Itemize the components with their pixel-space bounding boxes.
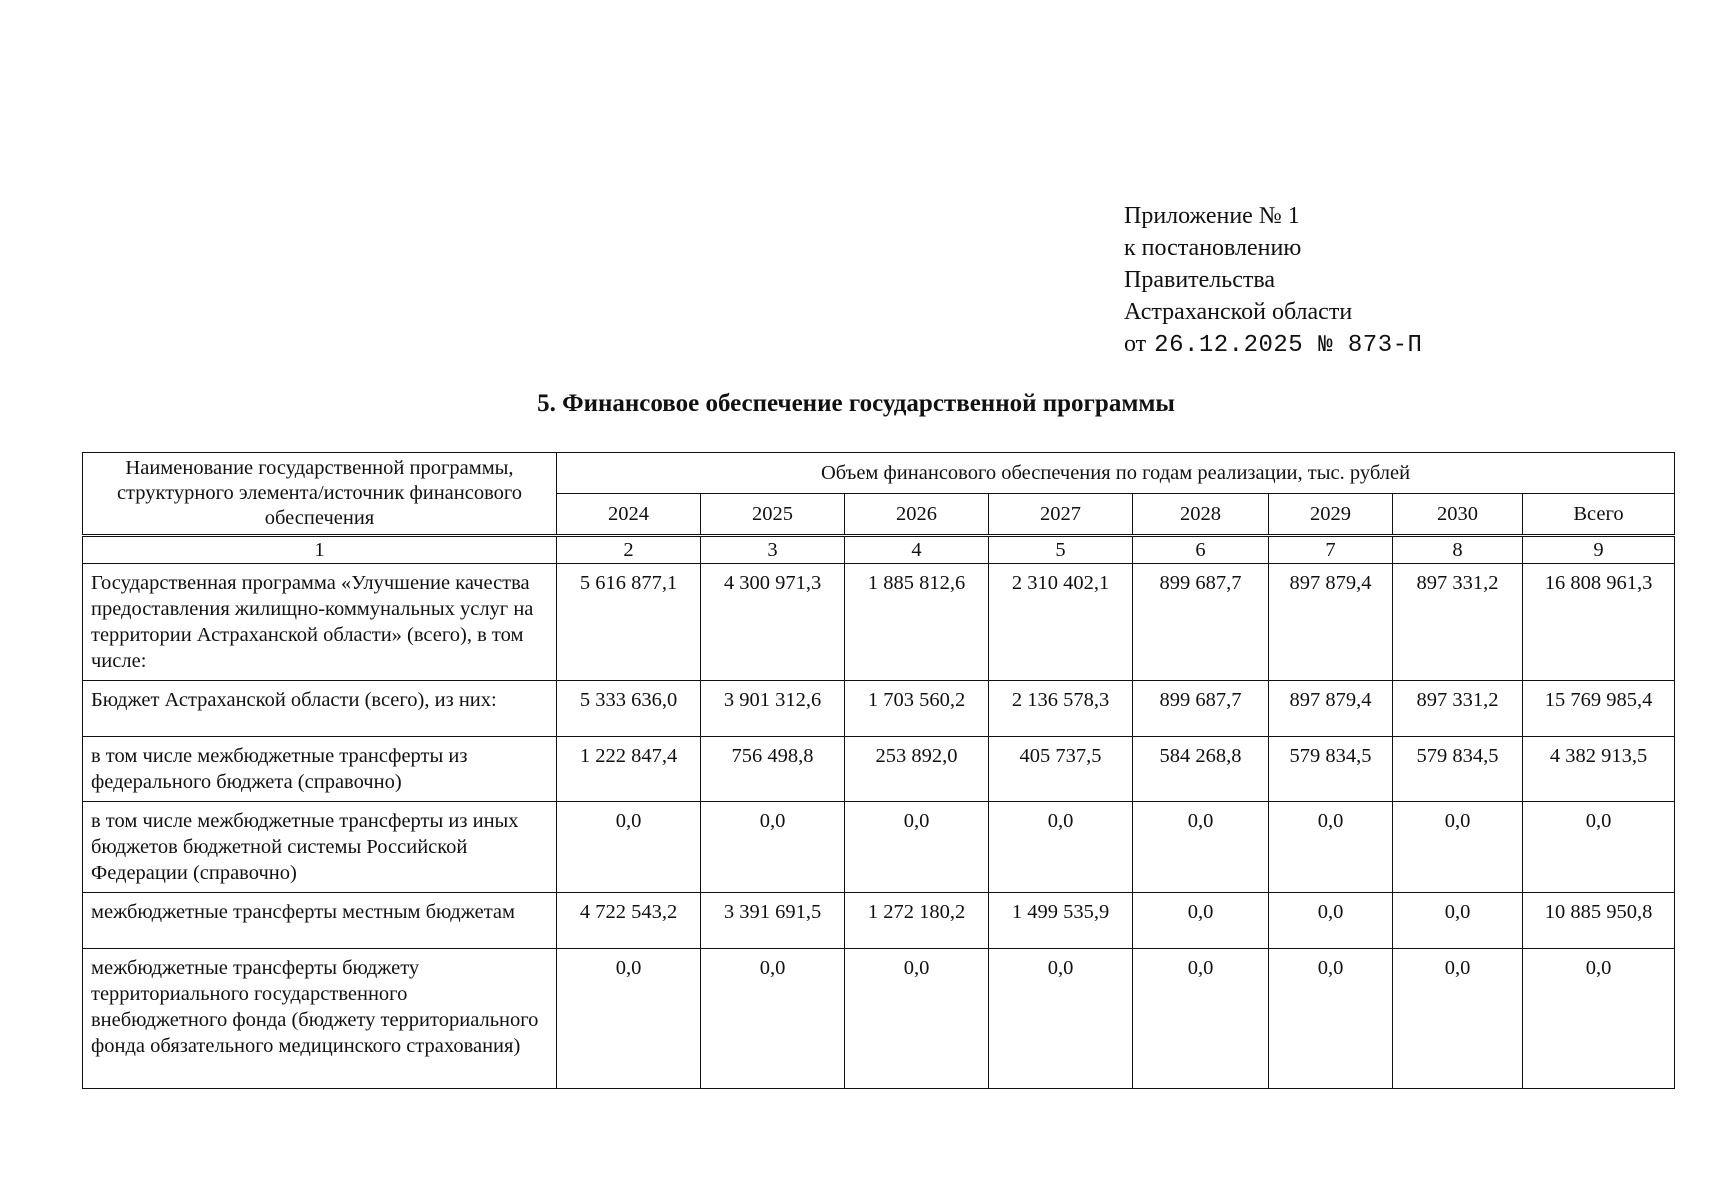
annex-line-2: к постановлению	[1124, 235, 1302, 261]
row-value: 1 499 535,9	[989, 893, 1133, 949]
header-group-cell: Объем финансового обеспечения по годам реализации, тыс. рублей	[557, 453, 1675, 494]
row-name: межбюджетные трансферты местным бюджетам	[83, 893, 557, 949]
column-number: 9	[1523, 536, 1675, 564]
column-number: 2	[557, 536, 701, 564]
annex-block	[1124, 200, 1422, 362]
header-year: 2028	[1133, 493, 1269, 535]
header-year: 2030	[1393, 493, 1523, 535]
table-row-regional-budget	[83, 681, 1675, 737]
row-value: 0,0	[989, 802, 1133, 893]
row-value: 0,0	[701, 949, 845, 1089]
row-value: 2 136 578,3	[989, 681, 1133, 737]
annex-line-1: Приложение № 1	[1124, 203, 1300, 229]
row-value: 899 687,7	[1133, 564, 1269, 681]
row-value: 4 300 971,3	[701, 564, 845, 681]
row-value: 0,0	[989, 949, 1133, 1089]
row-value: 0,0	[701, 802, 845, 893]
row-value: 0,0	[1523, 802, 1675, 893]
row-value: 0,0	[1269, 893, 1393, 949]
row-value: 10 885 950,8	[1523, 893, 1675, 949]
row-value: 584 268,8	[1133, 737, 1269, 802]
table-row-other-budgets-transfers	[83, 802, 1675, 893]
row-name: межбюджетные трансферты бюджету территориального государственного внебюджетного фонда (бюджету территориального фонда обязательного медицинского страхования)	[83, 949, 557, 1089]
header-year: 2026	[845, 493, 989, 535]
row-value: 16 808 961,3	[1523, 564, 1675, 681]
annex-line-4: Астраханской области	[1124, 299, 1353, 325]
header-year: 2024	[557, 493, 701, 535]
row-value: 756 498,8	[701, 737, 845, 802]
annex-line-5	[1124, 328, 1422, 362]
row-value: 1 885 812,6	[845, 564, 989, 681]
row-name: Бюджет Астраханской области (всего), из них:	[83, 681, 557, 737]
row-name: Государственная программа «Улучшение качества предоставления жилищно-коммунальных услуг на территории Астраханской области» (всего), в том числе:	[83, 564, 557, 681]
header-total: Всего	[1523, 493, 1675, 535]
column-number: 1	[83, 536, 557, 564]
header-year: 2025	[701, 493, 845, 535]
row-value: 0,0	[845, 949, 989, 1089]
header-row-group	[83, 453, 1675, 494]
column-number: 8	[1393, 536, 1523, 564]
row-value: 5 333 636,0	[557, 681, 701, 737]
column-number: 4	[845, 536, 989, 564]
row-value: 897 331,2	[1393, 564, 1523, 681]
row-value: 579 834,5	[1393, 737, 1523, 802]
table-row-extrabudgetary-fund-transfers	[83, 949, 1675, 1089]
row-value: 1 703 560,2	[845, 681, 989, 737]
row-value: 0,0	[1393, 949, 1523, 1089]
header-year: 2027	[989, 493, 1133, 535]
table-row-program-total	[83, 564, 1675, 681]
row-value: 0,0	[1523, 949, 1675, 1089]
row-value: 0,0	[557, 949, 701, 1089]
table-row-local-budgets-transfers	[83, 893, 1675, 949]
header-name-cell: Наименование государственной программы, структурного элемента/источник финансового обеспечения	[83, 453, 557, 536]
row-value: 3 901 312,6	[701, 681, 845, 737]
annex-line-3: Правительства	[1124, 267, 1276, 293]
row-value: 0,0	[845, 802, 989, 893]
row-value: 0,0	[1133, 802, 1269, 893]
row-value: 405 737,5	[989, 737, 1133, 802]
row-value: 253 892,0	[845, 737, 989, 802]
row-value: 3 391 691,5	[701, 893, 845, 949]
row-value: 897 879,4	[1269, 564, 1393, 681]
row-name: в том числе межбюджетные трансферты из федерального бюджета (справочно)	[83, 737, 557, 802]
row-value: 0,0	[1133, 949, 1269, 1089]
row-name: в том числе межбюджетные трансферты из иных бюджетов бюджетной системы Российской Федерации (справочно)	[83, 802, 557, 893]
row-value: 0,0	[1269, 802, 1393, 893]
section-title: 5. Финансовое обеспечение государственной программы	[537, 390, 1175, 417]
row-value: 0,0	[557, 802, 701, 893]
row-value: 1 272 180,2	[845, 893, 989, 949]
row-value: 897 879,4	[1269, 681, 1393, 737]
row-value: 5 616 877,1	[557, 564, 701, 681]
row-value: 0,0	[1393, 802, 1523, 893]
column-number: 7	[1269, 536, 1393, 564]
annex-date-stamp: 26.12.2025 № 873-П	[1154, 332, 1423, 359]
row-value: 1 222 847,4	[557, 737, 701, 802]
annex-date-prefix: от	[1124, 331, 1147, 357]
financing-table	[82, 452, 1675, 1089]
row-value: 4 382 913,5	[1523, 737, 1675, 802]
row-value: 899 687,7	[1133, 681, 1269, 737]
table-row-federal-transfers	[83, 737, 1675, 802]
column-number-row	[83, 536, 1675, 564]
row-value: 0,0	[1133, 893, 1269, 949]
row-value: 15 769 985,4	[1523, 681, 1675, 737]
header-year: 2029	[1269, 493, 1393, 535]
column-number: 5	[989, 536, 1133, 564]
row-value: 897 331,2	[1393, 681, 1523, 737]
column-number: 3	[701, 536, 845, 564]
row-value: 0,0	[1393, 893, 1523, 949]
row-value: 0,0	[1269, 949, 1393, 1089]
row-value: 579 834,5	[1269, 737, 1393, 802]
row-value: 2 310 402,1	[989, 564, 1133, 681]
column-number: 6	[1133, 536, 1269, 564]
row-value: 4 722 543,2	[557, 893, 701, 949]
